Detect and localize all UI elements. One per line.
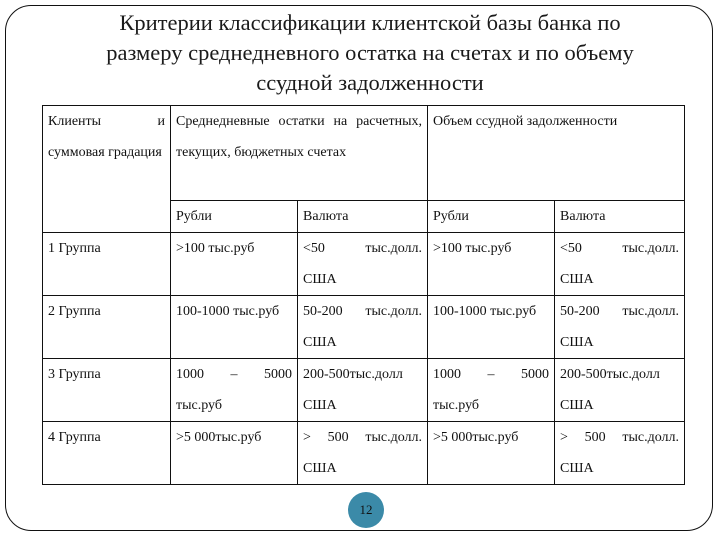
page-number-badge: 12 [348,492,384,528]
table-row [43,296,685,359]
loan-rub: >100 тыс.руб [428,233,555,296]
balance-rub: >5 000тыс.руб [171,422,298,485]
group-label: 1 Группа [43,233,171,296]
subheader-balances-currency: Валюта [298,201,428,233]
subheader-loans-rub: Рубли [428,201,555,233]
loan-rub: >5 000тыс.руб [428,422,555,485]
slide-title [40,8,700,98]
loan-currency: <50 тыс.долл. США [555,233,685,296]
group-label: 3 Группа [43,359,171,422]
balance-currency: 200-500тыс.долл США [298,359,428,422]
group-label: 2 Группа [43,296,171,359]
balance-rub: >100 тыс.руб [171,233,298,296]
balance-currency: 50-200 тыс.долл. США [298,296,428,359]
table-row [43,359,685,422]
loan-currency: 50-200 тыс.долл. США [555,296,685,359]
header-loans: Объем ссудной задолженности [428,106,685,201]
title-line-3: ссудной задолженности [256,70,484,95]
balance-rub: 100-1000 тыс.руб [171,296,298,359]
header-row [43,106,685,201]
title-line-2: размеру среднедневного остатка на счетах и по объему [106,40,634,65]
subheader-balances-rub: Рубли [171,201,298,233]
loan-currency: > 500 тыс.долл. США [555,422,685,485]
subheader-loans-currency: Валюта [555,201,685,233]
balance-currency: <50 тыс.долл. США [298,233,428,296]
loan-rub: 1000 – 5000 тыс.руб [428,359,555,422]
header-balances: Среднедневные остатки на расчетных, текущих, бюджетных счетах [171,106,428,201]
classification-table [42,105,685,485]
loan-rub: 100-1000 тыс.руб [428,296,555,359]
title-line-1: Критерии классификации клиентской базы банка по [119,10,621,35]
group-label: 4 Группа [43,422,171,485]
table-row [43,233,685,296]
balance-rub: 1000 – 5000 тыс.руб [171,359,298,422]
balance-currency: > 500 тыс.долл. США [298,422,428,485]
table-row [43,422,685,485]
header-clients: Клиенты и суммовая градация [43,106,171,233]
loan-currency: 200-500тыс.долл США [555,359,685,422]
